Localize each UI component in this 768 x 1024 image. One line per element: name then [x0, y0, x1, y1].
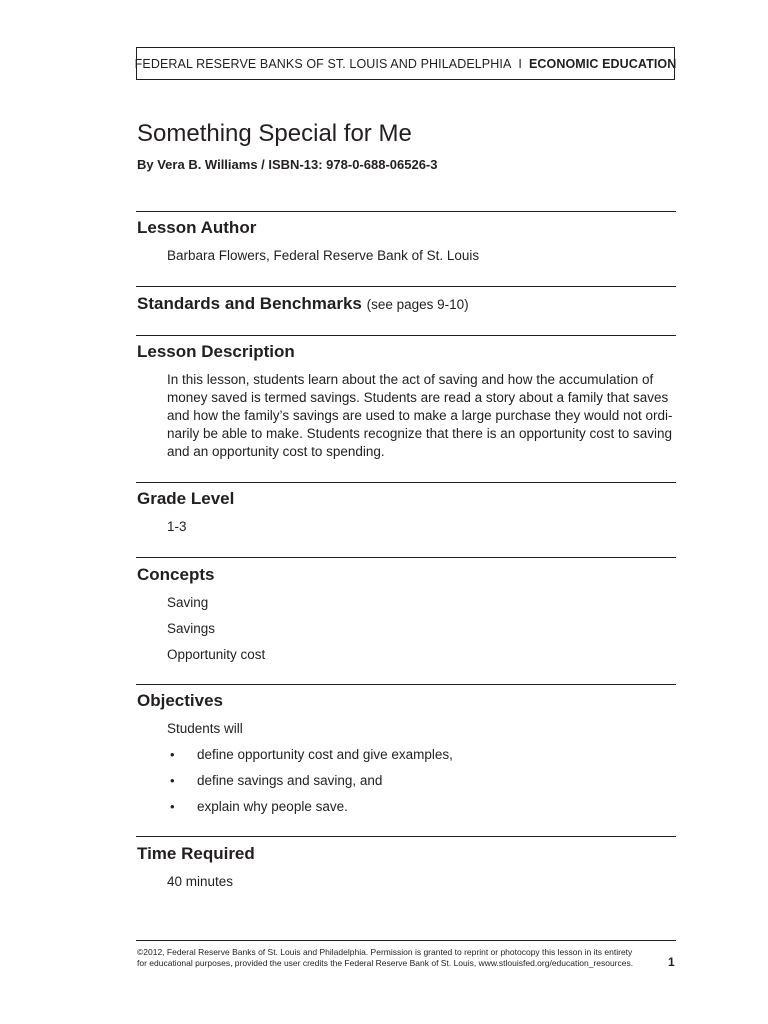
- copyright-line: for educational purposes, provided the user credits the Federal Reserve Bank of St. Louis, www.stlouisfed.org/education_resources.: [137, 958, 634, 968]
- bullet-marker: •: [170, 799, 175, 814]
- section-divider: [136, 557, 676, 558]
- concept-item: Saving: [167, 595, 209, 610]
- byline: By Vera B. Williams / ISBN-13: 978-0-688-06526-3: [137, 157, 438, 172]
- objective-item: define opportunity cost and give examples,: [197, 747, 453, 762]
- concept-item: Savings: [167, 621, 216, 636]
- objectives-intro: Students will: [167, 721, 243, 736]
- standards-page-note: (see pages 9-10): [366, 297, 469, 312]
- objectives-heading: Objectives: [137, 691, 223, 710]
- lesson-author-text: Barbara Flowers, Federal Reserve Bank of St. Louis: [167, 248, 480, 263]
- copyright-notice: [137, 947, 657, 969]
- standards-heading-text: Standards and Benchmarks: [137, 294, 362, 313]
- description-line: money saved is termed savings. Students are read a story about a family that saves: [167, 390, 669, 405]
- bullet-marker: •: [170, 747, 175, 762]
- description-line: and an opportunity cost to spending.: [167, 444, 385, 459]
- section-divider: [136, 335, 676, 336]
- section-divider: [136, 836, 676, 837]
- bullet-marker: •: [170, 773, 175, 788]
- concepts-heading: Concepts: [137, 565, 215, 584]
- header-separator: I: [518, 56, 522, 71]
- lesson-author-heading: Lesson Author: [137, 218, 257, 237]
- publisher-header: [136, 47, 675, 80]
- description-line: In this lesson, students learn about the act of saving and how the accumulation of: [167, 372, 654, 387]
- section-divider: [136, 211, 676, 212]
- header-division: ECONOMIC EDUCATION: [528, 56, 677, 71]
- section-divider: [136, 286, 676, 287]
- section-divider: [136, 684, 676, 685]
- standards-heading: [137, 293, 469, 316]
- description-line: narily be able to make. Students recognize that there is an opportunity cost to saving: [167, 426, 673, 441]
- time-required-heading: Time Required: [137, 844, 255, 863]
- section-divider: [136, 482, 676, 483]
- copyright-line: ©2012, Federal Reserve Banks of St. Louis and Philadelphia. Permission is granted to reprint or photocopy this lesson in its entirety: [137, 947, 633, 957]
- header-org: FEDERAL RESERVE BANKS OF ST. LOUIS AND PHILADELPHIA: [134, 56, 512, 71]
- objective-item: define savings and saving, and: [197, 773, 383, 788]
- footer-divider: [136, 940, 676, 941]
- grade-level-heading: Grade Level: [137, 489, 235, 508]
- lesson-description-heading: Lesson Description: [137, 342, 295, 361]
- page-number: 1: [668, 955, 675, 969]
- time-required-text: 40 minutes: [167, 874, 234, 889]
- concept-item: Opportunity cost: [167, 647, 266, 662]
- objective-item: explain why people save.: [197, 799, 348, 814]
- page-title: Something Special for Me: [137, 120, 412, 147]
- description-line: and how the family’s savings are used to make a large purchase they would not ordi-: [167, 408, 673, 423]
- lesson-description-text: [167, 371, 673, 461]
- grade-level-text: 1-3: [167, 519, 187, 534]
